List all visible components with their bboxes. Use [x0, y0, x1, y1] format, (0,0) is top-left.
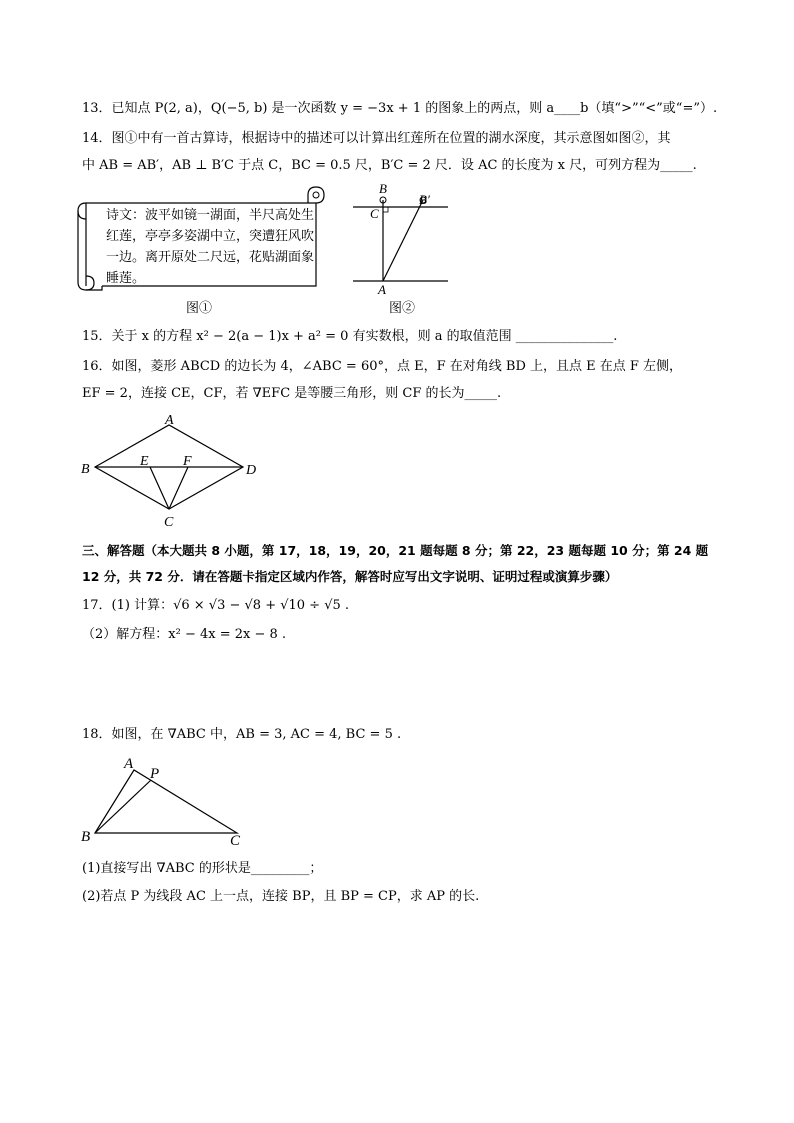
fig4-label-A: A	[124, 756, 134, 772]
fig2-label-A: A	[378, 282, 386, 295]
section-3-heading-line-2: 12 分，共 72 分．请在答题卡指定区域内作答，解答时应写出文字说明、证明过程或演算步骤）	[82, 569, 618, 584]
question-15: 15．关于 x 的方程 x² − 2(a − 1)x + a² = 0 有实数根，则 a 的取值范围 _______________.	[82, 329, 618, 344]
question-17-part-2: （2）解方程：x² − 4x = 2x − 8 .	[82, 627, 287, 642]
triangle-figure	[78, 750, 258, 850]
question-18: 18．如图，在 ∇ABC 中，AB = 3, AC = 4, BC = 5 .	[82, 727, 402, 742]
figure-1-label: 图①	[186, 301, 213, 316]
fig3-label-E: E	[140, 454, 149, 469]
question-13: 13．已知点 P(2, a)，Q(−5, b) 是一次函数 y = −3x + 1 的图象上的两点，则 a____b（填“>”“<”或“=”）.	[82, 101, 718, 116]
fig3-label-B: B	[81, 462, 90, 477]
question-16-line-2: EF = 2，连接 CE，CF，若 ∇EFC 是等腰三角形，则 CF 的长为_____.	[82, 386, 502, 401]
fig3-label-A: A	[165, 413, 174, 428]
question-16-line-1: 16．如图，菱形 ABCD 的边长为 4，∠ABC = 60°，点 E，F 在对角线 BD 上，且点 E 在点 F 左侧，	[82, 359, 683, 374]
fig4-label-B: B	[81, 829, 91, 845]
question-14-line-2: 中 AB = AB′，AB ⊥ B′C 于点 C，BC = 0.5 尺，B′C = 2 尺．设 AC 的长度为 x 尺，可列方程为_____.	[82, 158, 697, 173]
section-3-heading-line-1: 三、解答题（本大题共 8 小题，第 17，18，19，20，21 题每题 8 分；第 22，23 题每题 10 分；第 24 题	[82, 543, 709, 558]
figure-2-label: 图②	[389, 301, 416, 316]
question-18-part-2: (2)若点 P 为线段 AC 上一点，连接 BP，且 BP = CP，求 AP 的长.	[82, 889, 480, 904]
fig2-label-B: B	[379, 181, 387, 196]
fig4-label-P: P	[150, 766, 160, 782]
fig4-label-C: C	[230, 833, 241, 849]
poem-text: 诗文：波平如镜一湖面，半尺高处生红莲，亭亭多姿湖中立，突遭狂风吹一边。离开原处二尺远，花贴湖面象睡莲。	[106, 208, 315, 286]
question-18-part-1: (1)直接写出 ∇ABC 的形状是_________；	[82, 861, 323, 876]
fig3-label-C: C	[164, 515, 174, 530]
fig2-label-B-prime: B′	[419, 192, 430, 207]
fig2-label-C: C	[370, 206, 379, 221]
fig3-label-D: D	[246, 463, 257, 478]
lotus-geometry-figure	[345, 180, 465, 295]
question-14-line-1: 14．图①中有一首古算诗，根据诗中的描述可以计算出红莲所在位置的湖水深度，其示意图如图②，其	[82, 131, 671, 146]
fig3-label-F: F	[183, 454, 192, 469]
rhombus-figure	[78, 410, 268, 532]
question-17-part-1: 17．(1) 计算：√6 × √3 − √8 + √10 ÷ √5 .	[82, 598, 350, 613]
